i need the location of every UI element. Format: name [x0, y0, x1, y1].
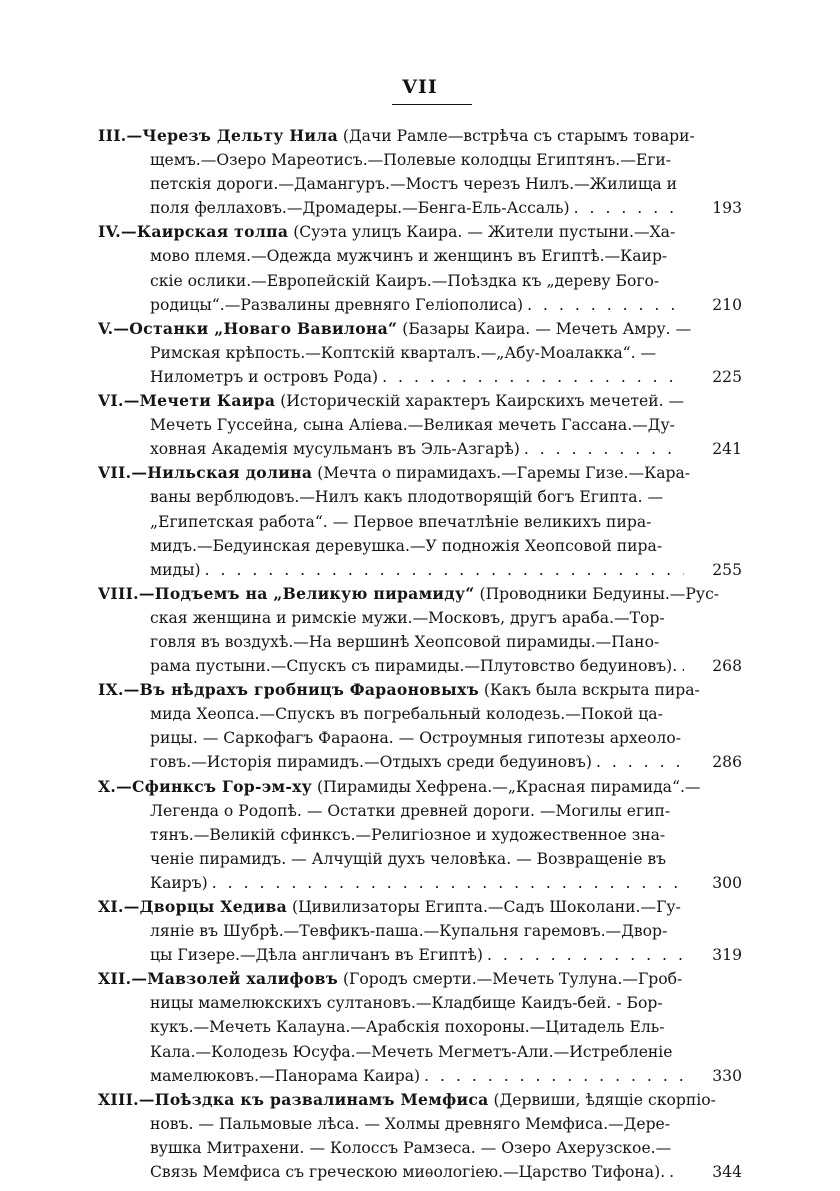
- chapter-heading: VII.—Нильская долина: [98, 463, 313, 483]
- toc-entry: [98, 220, 742, 316]
- chapter-summary-text: мида Хеопса.—Спускъ въ погребальный колодезь.—Покой ца-: [150, 705, 663, 724]
- toc-line: [150, 606, 742, 630]
- toc-line: [150, 485, 742, 509]
- toc-line: [150, 1112, 742, 1136]
- toc-line: [150, 1136, 742, 1160]
- toc-line: [150, 365, 742, 389]
- page-reference: 193: [712, 199, 742, 218]
- toc-line: [150, 558, 742, 582]
- toc-line: [98, 775, 742, 799]
- toc-line: [98, 317, 742, 341]
- toc-line: [98, 461, 742, 485]
- chapter-summary-text: Кала.—Колодезь Юсуфа.—Мечеть Мегметъ-Али.—Истребленіе: [150, 1042, 673, 1061]
- toc-line: [150, 943, 742, 967]
- chapter-summary-text: щемъ.—Озеро Мареотисъ.—Полевые колодцы Египтянъ.—Еги-: [150, 151, 672, 170]
- table-of-contents: [98, 124, 742, 1184]
- toc-line: [150, 1064, 742, 1088]
- dot-leaders: [665, 1160, 684, 1184]
- toc-line: [98, 220, 742, 244]
- toc-entry: [98, 895, 742, 967]
- chapter-summary-text: (Суэта улицъ Каира. — Жители пустыни.—Ха-: [288, 223, 676, 242]
- chapter-heading: XII.—Мавзолей халифовъ: [98, 969, 338, 989]
- chapter-summary-text: цы Гизере.—Дѣла англичанъ въ Египтѣ): [150, 946, 483, 965]
- toc-line: [150, 654, 742, 678]
- chapter-summary-text: (Базары Каира. — Мечеть Амру. —: [397, 319, 692, 338]
- chapter-summary-text: ваны верблюдовъ.—Нилъ какъ плодотворящій богъ Египта. —: [150, 488, 664, 507]
- chapter-summary-text: скіе ослики.—Европейскій Каиръ.—Поѣздка къ „дереву Бого-: [150, 271, 660, 290]
- dot-leaders: [570, 196, 684, 220]
- toc-line: [150, 510, 742, 534]
- toc-line: [98, 389, 742, 413]
- toc-line: [150, 413, 742, 437]
- toc-entry: [98, 317, 742, 389]
- toc-line: [98, 124, 742, 148]
- chapter-summary-text: вушка Митрахени. — Колоссъ Рамзеса. — Озеро Ахерузское.—: [150, 1138, 672, 1157]
- toc-line: [98, 895, 742, 919]
- toc-line: [150, 702, 742, 726]
- chapter-summary-text: „Египетская работа“. — Первое впечатлѣніе великихъ пира-: [150, 512, 652, 531]
- toc-line: [150, 196, 742, 220]
- dot-leaders: [520, 437, 684, 461]
- chapter-summary-text: родицы“.—Развалины древняго Геліополиса): [150, 295, 524, 314]
- chapter-summary-text: Нилометръ и островъ Рода): [150, 367, 379, 386]
- dot-leaders: [523, 293, 684, 317]
- page-reference: 255: [712, 560, 742, 579]
- page-reference: 225: [712, 367, 742, 386]
- chapter-summary-text: кукъ.—Мечеть Калауна.—Арабскія похороны.—Цитадель Ель-: [150, 1018, 665, 1037]
- dot-leaders: [420, 1064, 684, 1088]
- chapter-heading: XIII.—Поѣздка къ развалинамъ Мемфиса: [98, 1089, 489, 1109]
- chapter-summary-text: ская женщина и римскіе мужи.—Московъ, другъ араба.—Тор-: [150, 608, 665, 627]
- chapter-summary-text: (Пирамиды Хефрена.—„Красная пирамида“.—: [312, 777, 701, 796]
- chapter-summary-text: (Цивилизаторы Египта.—Садъ Шоколани.—Гу-: [287, 898, 681, 916]
- chapter-summary-text: петскія дороги.—Дамангуръ.—Мостъ черезъ Нилъ.—Жилища и: [150, 175, 678, 194]
- toc-entry: [98, 124, 742, 220]
- toc-line: [150, 148, 742, 172]
- chapter-summary-text: говъ.—Исторія пирамидъ.—Отдыхъ среди бедуиновъ): [150, 753, 592, 772]
- toc-line: [150, 1015, 742, 1039]
- page-reference: 330: [712, 1066, 742, 1085]
- chapter-heading: VIII.—Подъемъ на „Великую пирамиду“: [98, 583, 475, 603]
- chapter-heading: III.—Черезъ Дельту Нила: [98, 126, 338, 145]
- dot-leaders: [201, 558, 684, 582]
- chapter-summary-text: ницы мамелюкскихъ султановъ.—Кладбище Каидъ-бей. - Бор-: [150, 994, 663, 1013]
- toc-line: [150, 750, 742, 774]
- chapter-summary-text: (Проводники Бедуины.—Рус-: [474, 584, 720, 603]
- toc-line: [150, 244, 742, 268]
- toc-entry: [98, 775, 742, 895]
- chapter-summary-text: (Какъ была вскрыта пира-: [478, 681, 700, 700]
- chapter-summary-text: мово племя.—Одежда мужчинъ и женщинъ въ Египтѣ.—Каир-: [150, 247, 668, 266]
- dot-leaders: [677, 654, 684, 678]
- toc-line: [98, 582, 742, 606]
- dot-leaders: [378, 365, 684, 389]
- toc-entry: [98, 1088, 742, 1184]
- chapter-summary-text: (Городъ смерти.—Мечеть Тулуна.—Гроб-: [338, 970, 683, 989]
- toc-line: [150, 799, 742, 823]
- chapter-summary-text: (Историческій характеръ Каирскихъ мечетей. —: [275, 392, 685, 411]
- chapter-summary-text: новъ. — Пальмовые лѣса. — Холмы древняго Мемфиса.—Дере-: [150, 1114, 671, 1133]
- chapter-heading: XI.—Дворцы Хедива: [98, 897, 288, 916]
- toc-line: [150, 269, 742, 293]
- chapter-summary-text: мидъ.—Бедуинская деревушка.—У подножія Хеопсовой пира-: [150, 536, 663, 555]
- toc-entry: [98, 461, 742, 581]
- chapter-summary-text: Связь Мемфиса съ греческою миѳологіею.—Царство Тифона).: [150, 1163, 666, 1182]
- chapter-heading: IV.—Каирская толпа: [98, 222, 289, 242]
- toc-line: [98, 967, 742, 991]
- chapter-summary-text: (Дачи Рамле—встрѣча съ старымъ товари-: [337, 127, 695, 145]
- dot-leaders: [592, 750, 684, 774]
- chapter-heading: V.—Останки „Новаго Вавилона“: [98, 318, 398, 338]
- page-reference: 210: [712, 295, 742, 314]
- toc-entry: [98, 389, 742, 461]
- chapter-summary-text: Римская крѣпость.—Коптскій кварталъ.—„Абу-Моалакка“. —: [150, 343, 657, 362]
- toc-entry: [98, 967, 742, 1087]
- chapter-summary-text: Каиръ): [150, 873, 208, 892]
- page-reference: 319: [712, 946, 742, 965]
- toc-line: [150, 871, 742, 895]
- toc-line: [150, 534, 742, 558]
- chapter-summary-text: говля въ воздухѣ.—На вершинѣ Хеопсовой пирамиды.—Пано-: [150, 632, 660, 651]
- toc-line: [150, 1040, 742, 1064]
- chapter-summary-text: рицы. — Саркофагъ Фараона. — Остроумныя гипотезы археоло-: [150, 729, 681, 748]
- toc-entry: [98, 582, 742, 678]
- chapter-heading: X.—Сфинксъ Гор-эм-ху: [98, 776, 313, 796]
- toc-line: [150, 847, 742, 871]
- page-reference: 286: [712, 753, 742, 772]
- chapter-summary-text: Мечеть Гуссейна, сына Аліева.—Великая мечеть Гассана.—Ду-: [150, 416, 675, 435]
- toc-line: [150, 1160, 742, 1184]
- toc-line: [98, 1088, 742, 1112]
- chapter-summary-text: тянъ.—Великій сфинксъ.—Религіозное и художественное зна-: [150, 825, 666, 844]
- toc-line: [150, 726, 742, 750]
- chapter-summary-text: Легенда о Родопѣ. — Остатки древней дороги. —Могилы егип-: [150, 801, 671, 820]
- page-reference: 344: [712, 1163, 742, 1182]
- toc-line: [150, 823, 742, 847]
- page-reference: 268: [712, 657, 742, 676]
- toc-line: [150, 630, 742, 654]
- chapter-summary-text: ченіе пирамидъ. — Алчущій духъ человѣка. — Возвращеніе въ: [150, 849, 667, 868]
- header-rule: [392, 104, 472, 105]
- chapter-summary-text: ховная Академія мусульманъ въ Эль-Азгарѣ): [150, 440, 520, 459]
- chapter-heading: IX.—Въ нѣдрахъ гробницъ Фараоновыхъ: [98, 680, 479, 700]
- dot-leaders: [483, 943, 684, 967]
- chapter-summary-text: ляніе въ Шубрѣ.—Тевфикъ-паша.—Купальня гаремовъ.—Двор-: [150, 922, 668, 941]
- chapter-summary-text: миды): [150, 560, 201, 579]
- page-number: VII: [402, 76, 438, 98]
- toc-line: [98, 678, 742, 702]
- page-reference: 241: [712, 440, 742, 459]
- chapter-heading: VI.—Мечети Каира: [98, 391, 276, 411]
- chapter-summary-text: рама пустыни.—Спускъ съ пирамиды.—Плутовство бедуиновъ).: [150, 657, 678, 676]
- toc-entry: [98, 678, 742, 774]
- toc-line: [150, 172, 742, 196]
- page-reference: 300: [712, 873, 742, 892]
- toc-line: [150, 341, 742, 365]
- chapter-summary-text: мамелюковъ.—Панорама Каира): [150, 1066, 421, 1085]
- chapter-summary-text: (Дервиши, ѣдящіе скорпіо-: [488, 1090, 716, 1109]
- dot-leaders: [208, 871, 684, 895]
- toc-line: [150, 293, 742, 317]
- chapter-summary-text: (Мечта о пирамидахъ.—Гаремы Гизе.—Кара-: [312, 464, 691, 483]
- toc-line: [150, 919, 742, 943]
- chapter-summary-text: поля феллаховъ.—Дромадеры.—Бенга-Ель-Ассаль): [150, 199, 570, 218]
- toc-line: [150, 437, 742, 461]
- toc-line: [150, 991, 742, 1015]
